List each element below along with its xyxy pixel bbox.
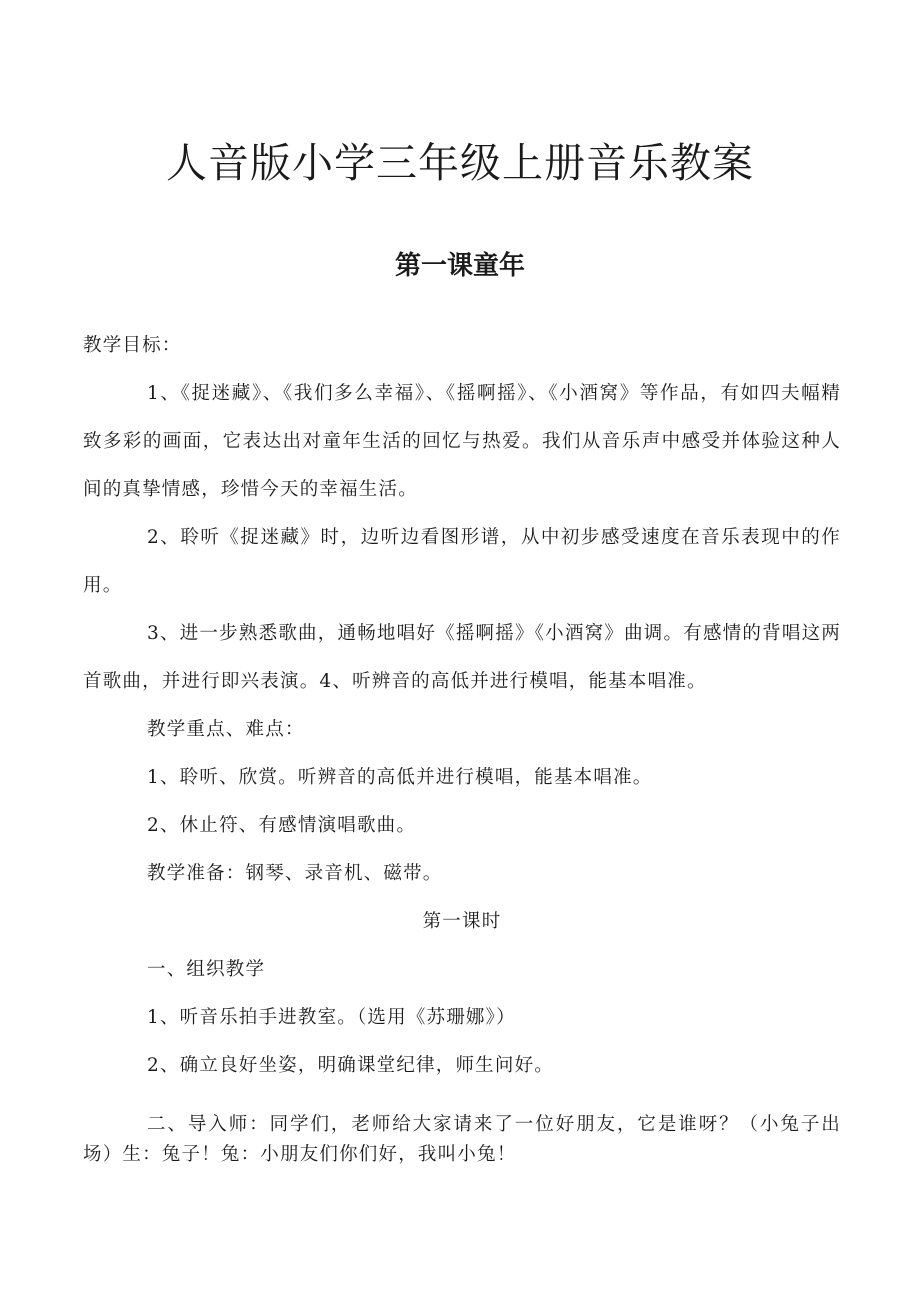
step-2: 二、导入师：同学们，老师给大家请来了一位好朋友，它是谁呀？（小兔子出场）生：兔子！兔：小朋友们你们好，我叫小兔！ bbox=[83, 1114, 841, 1165]
step-1-heading: 一、组织教学 bbox=[147, 959, 266, 980]
objectives-section bbox=[83, 322, 841, 706]
objective-3: 3、进一步熟悉歌曲，通畅地唱好《摇啊摇》《小酒窝》曲调。有感情的背唱这两首歌曲，并进行即兴表演。4、听辨音的高低并进行模唱，能基本唱准。 bbox=[83, 623, 841, 692]
lesson-title: 第一课童年 bbox=[394, 250, 525, 281]
step-1-item-1: 1、听音乐拍手进教室。（选用《苏珊娜》） bbox=[147, 1007, 516, 1028]
key-points-heading: 教学重点、难点： bbox=[147, 719, 305, 740]
document-title: 人音版小学三年级上册音乐教案 bbox=[166, 139, 754, 188]
objective-1: 1、《捉迷藏》、《我们多么幸福》、《摇啊摇》、《小酒窝》等作品，有如四夫幅精致多彩的画面，它表达出对童年生活的回忆与热爱。我们从音乐声中感受并体验这种人间的真挚情感，珍惜今天的幸福生活。 bbox=[83, 383, 841, 500]
key-points-section bbox=[83, 706, 841, 1090]
key-point-2: 2、休止符、有感情演唱歌曲。 bbox=[147, 815, 417, 836]
period-heading: 第一课时 bbox=[422, 911, 502, 932]
objective-2: 2、聆听《捉迷藏》时，边听边看图形谱，从中初步感受速度在音乐表现中的作用。 bbox=[83, 527, 841, 596]
key-point-1: 1、聆听、欣赏。听辨音的高低并进行模唱，能基本唱准。 bbox=[147, 767, 653, 788]
objectives-heading: 教学目标： bbox=[83, 335, 182, 356]
step-1-item-2: 2、确立良好坐姿，明确课堂纪律，师生问好。 bbox=[147, 1055, 554, 1076]
preparation-line: 教学准备：钢琴、录音机、磁带。 bbox=[147, 863, 443, 884]
step-2-section bbox=[83, 1110, 841, 1170]
